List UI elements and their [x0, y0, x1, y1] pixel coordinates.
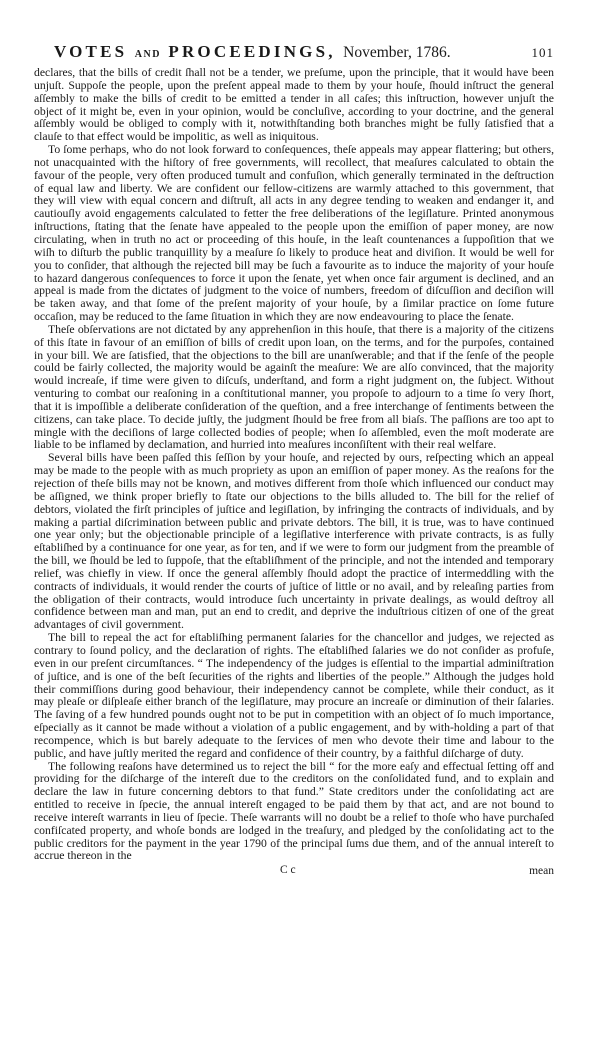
paragraph-several-bills: Several bills have been paſſed this ſeſſion by your houſe, and rejected by ours, reſpecting which an appeal may be made to the people with as much propriety as upon an emiſſion of paper money. As the reaſons for the rejection of theſe bills may not be known, and motives different from thoſe which influenced our conduct may be aſſigned, we think proper briefly to ſtate our objections to the bills alluded to. The bill for the relief of debtors, violated the firſt principles of juſtice and legiſlation, by infringing the contracts of individuals, and by making a partial diſcrimination between public and private debtors. The bill, it is true, was to have continued one year only; but the objectionable principle of a legiſlative interference with private contracts, is as fully eſtabliſhed by a continuance for one year, as for ten, and if we were to form our judgment from the preamble of the bill, we ſhould be led to ſuppoſe, that the eſtabliſhment of the principle, and not the intended and temporary relief, was chiefly in view. If once the general aſſembly ſhould adopt the practice of intermeddling with the contracts of individuals, it would render the courts of juſtice of little or no avail, and by releaſing parties from the obligation of their contracts, would introduce ſuch uncertainty in private dealings, as would deſtroy all confidence between man and man, put an end to credit, and deprive the induſtrious citizen of one of the great advantages of civil government.: [34, 451, 554, 632]
page-footer: [34, 864, 554, 878]
paragraph-following-reasons: The following reaſons have determined us to reject the bill “ for the more eaſy and effectual ſetting off and providing for the diſcharge of the intereſt due to the creditors on the conſolidated fund, and to explain and declare the law in future concerning debtors to that fund.” State creditors under the conſolidating act are entitled to receive in ſpecie, the annual intereſt engaged to be paid them by that act, and are not bound to receive intereſt warrants in lieu of ſpecie. Theſe warrants will no doubt be a relief to thoſe who have purchaſed confiſcated property, and whoſe bonds are lodged in the treaſury, and pledged by the conſolidating act to the public creditors for the payment in the year 1790 of the principal ſums due them, and of the annual intereſt to accrue thereon in the: [34, 759, 554, 863]
paragraph-salaries-bill: The bill to repeal the act for eſtabliſhing permanent ſalaries for the chancellor and judges, we rejected as contrary to ſound policy, and the declaration of rights. The eſtabliſhed ſalaries we do not conſider as profuſe, even in our preſent circumſtances. “ The independency of the judges is eſſential to the impartial adminiſtration of juſtice, and is one of the beſt ſecurities of the rights and liberties of the people.” Although the judges hold their commiſſions during good behaviour, their independency cannot be complete, while their conduct, as it may pleaſe or diſpleaſe either branch of the legiſlature, may procure an increaſe or diminution of their ſalaries. The ſaving of a few hundred pounds ought not to be put in competition with an object of ſo much importance, eſpecially as it cannot be made without a violation of a public engagement, and by with-holding a part of that recompence, which is but barely adequate to the ſervices of men who devote their time and labour to the public, and have juſtly merited the regard and confidence of their country, by a faithful diſcharge of duty.: [34, 631, 554, 760]
paragraph-observations: Theſe obſervations are not dictated by any apprehenſion in this houſe, that there is a majority of the citizens of this ſtate in favour of an emiſſion of bills of credit upon loan, on the terms, and for the purpoſes, contained in your bill. We are ſatisfied, that the objections to the bill are unanſwerable; and that if the ſenſe of the people could be fairly collected, the majority would be againſt the meaſure: We are alſo convinced, that the majority would increaſe, if time were given to diſcuſs, underſtand, and form a right judgment on, the ſubject. Without venturing to combat our reaſoning in a conſtitutional manner, you propoſe to adjourn to a time ſo very ſhort, that it is impoſſible a deliberate conſideration of the queſtion, and a free interchange of ſentiments between the citizens, can take place. To decide juſtly, the judgment ſhould be free from all biaſs. The paſſions are too apt to mingle with the deciſions of large collected bodies of people; when ſo aſſembled, even the moſt moderate are liable to be inflamed by declamation, and hurried into meaſures inconſiſtent with their real welfare.: [34, 322, 554, 452]
title-and: AND: [134, 49, 161, 60]
paragraph-continuation: declares, that the bills of credit ſhall not be a tender, we preſume, upon the principle, that it would have been unjuſt. Suppoſe the people, upon the preſent appeal made to them by your houſe, ſhould inſtruct the general aſſembly to make the bills of credit to be emitted a tender in all caſes; this inſtruction, however unjuſt the object of it might be, even in your opinion, would be concluſive, according to your doctrine, and the general aſſembly would be obliged to comply with it, notwithſtanding both branches might be fully ſatisfied that a clauſe to that effect would be impolitic, as well as iniquitous.: [34, 66, 554, 144]
running-title: [54, 42, 451, 62]
page-number: 101: [531, 45, 554, 60]
body-text: [34, 67, 554, 863]
running-header: [54, 42, 554, 64]
title-proceedings: PROCEEDINGS,: [168, 42, 336, 61]
catchword: mean: [529, 865, 554, 878]
header-date: November, 1786.: [343, 44, 451, 61]
title-votes: VOTES: [54, 42, 128, 61]
signature-mark: C c: [280, 864, 296, 877]
paragraph-appeals: To ſome perhaps, who do not look forward to conſequences, theſe appeals may appear flattering; but others, not unacquainted with the hiſtory of free governments, will recollect, that meaſures calculated to obtain the favour of the people, very often produced tumult and confuſion, which generally terminated in the deſtruction of equal law and liberty. We are confident our fellow-citizens are warmly attached to this government, that they will view with equal concern and diſtruſt, all acts in any degree tending to weaken and endanger it, and cautiouſly avoid engagements calculated to fetter the free deliberations of the legiſlature. Printed anonymous inſtructions, ſtating that the ſenate have appealed to the people upon the emiſſion of paper money, are now circulating, when in truth no act or proceeding of this houſe, in the leaſt countenances a ſuppoſition that we wiſh to diſturb the public tranquillity by a meaſure ſo likely to produce heat and diviſion. It would be well for you to conſider, that although the rejected bill may be ſuch a favourite as to induce the majority of your houſe to hazard dangerous conſequences to force it upon the ſenate, yet when once fair argument is declined, and an appeal is made from the dictates of judgment to the voice of numbers, freedom of diſcuſſion and deciſion will be taken away, and that ſome of the preſent majority of your houſe, by a ſimilar practice on ſome future occaſion, may be reduced to the ſame ſituation in which they are now endeavouring to place the ſenate.: [34, 143, 554, 324]
document-page: [34, 42, 554, 878]
